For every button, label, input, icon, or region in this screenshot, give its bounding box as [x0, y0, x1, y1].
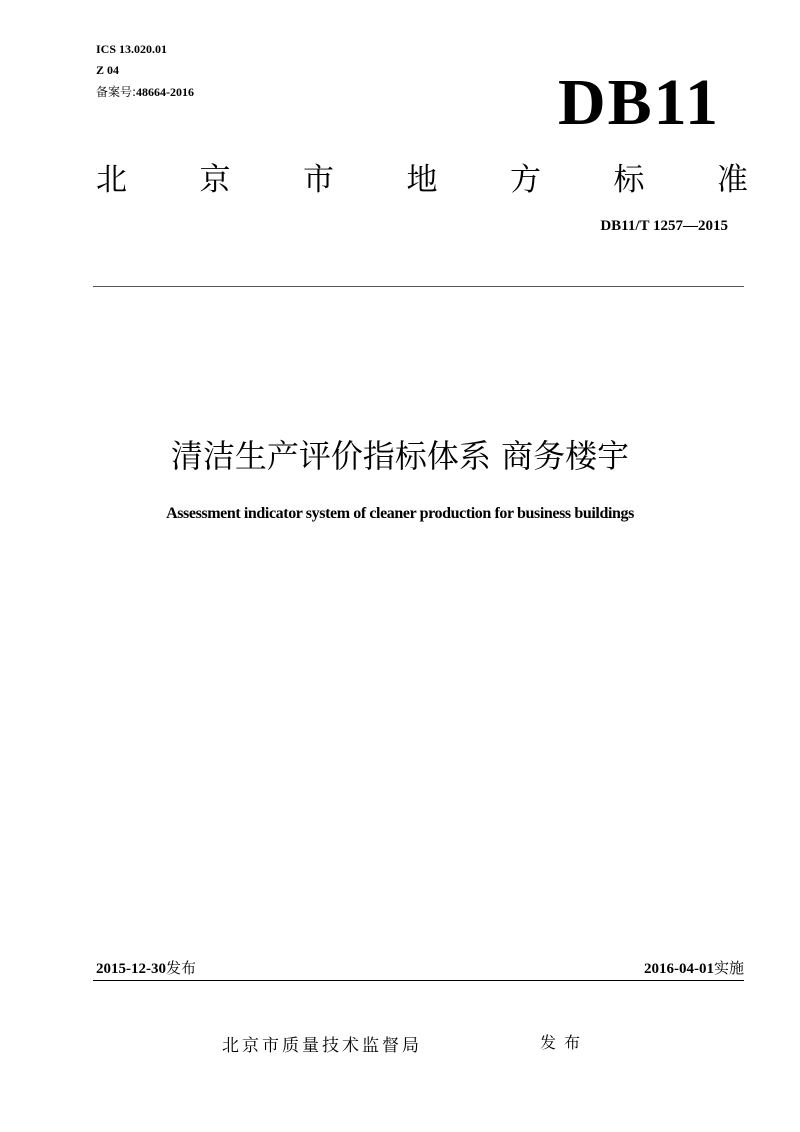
- issue-label: 发布: [166, 959, 197, 977]
- standard-type-char: 方: [510, 161, 541, 198]
- ics-code: ICS 13.020.01: [96, 42, 168, 56]
- standard-type-char: 准: [717, 161, 748, 198]
- category-code: Z 04: [96, 63, 120, 77]
- standard-type-char: 市: [303, 161, 334, 198]
- standard-type-char: 京: [199, 161, 231, 198]
- standard-type-char: 北: [96, 161, 127, 198]
- record-label: 备案号:: [96, 85, 137, 99]
- effective-date: 2016-04-01: [643, 961, 714, 977]
- db11-mark: DB11: [557, 66, 720, 139]
- issue-date: 2015-12-30: [96, 961, 166, 977]
- standard-type-heading: [96, 154, 748, 198]
- record-number: [96, 85, 194, 99]
- standard-number: DB11/T 1257—2015: [600, 218, 728, 234]
- issue-date-line: [96, 958, 196, 979]
- effective-date-line: [644, 958, 744, 979]
- effective-label: 实施: [713, 959, 744, 977]
- standard-type-char: 地: [406, 161, 438, 198]
- record-value: 48664-2016: [136, 85, 195, 99]
- top-divider: [93, 286, 744, 287]
- bottom-divider: [93, 980, 744, 981]
- issue-word: 发布: [540, 1033, 589, 1052]
- standard-type-char: 标: [613, 161, 645, 198]
- title-english: Assessment indicator system of cleaner production for business buildings: [166, 505, 634, 522]
- issuing-authority: 北京市质量技术监督局: [222, 1036, 422, 1056]
- title-chinese: 清洁生产评价指标体系 商务楼宇: [170, 437, 630, 475]
